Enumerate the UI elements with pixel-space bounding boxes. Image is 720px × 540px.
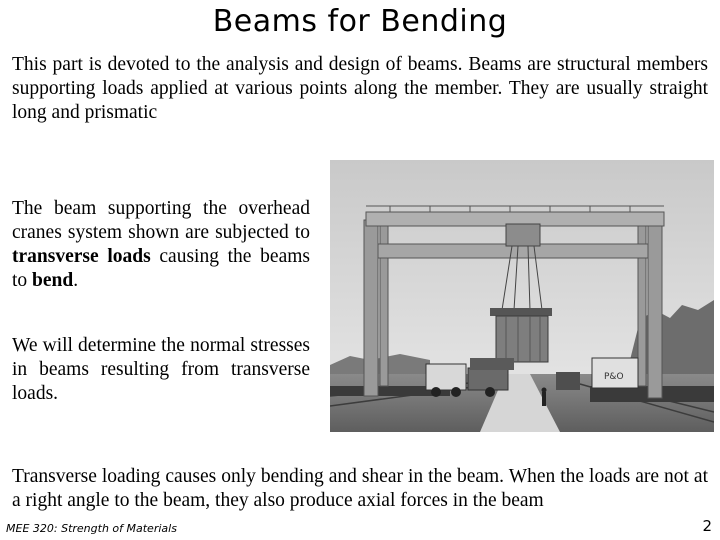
crane-photo (330, 160, 714, 432)
po-sign: P&O (604, 372, 624, 382)
footer-course: MEE 320: Strength of Materials (6, 522, 177, 535)
crane-text-3: . (73, 270, 79, 291)
crane-paragraph (12, 197, 310, 293)
transverse-loads-bold: transverse loads (12, 246, 151, 267)
slide-title: Beams for Bending (212, 4, 508, 39)
crane-text-1: The beam supporting the overhead cranes system shown are subjected to (12, 198, 310, 243)
intro-paragraph: This part is devoted to the analysis and design of beams. Beams are structural members supporting loads applied at various points along the member. They are usually straight long and prismatic (12, 54, 708, 123)
bottom-paragraph: Transverse loading causes only bending and shear in the beam. When the loads are not at a right angle to the beam, they also produce axial forces in the beam (12, 466, 708, 511)
bend-bold: bend (32, 270, 74, 291)
page-number: 2 (702, 517, 712, 535)
stress-paragraph: We will determine the normal stresses in beams resulting from transverse loads. (12, 335, 310, 404)
crane-text-2: causing the beams to (12, 246, 310, 291)
